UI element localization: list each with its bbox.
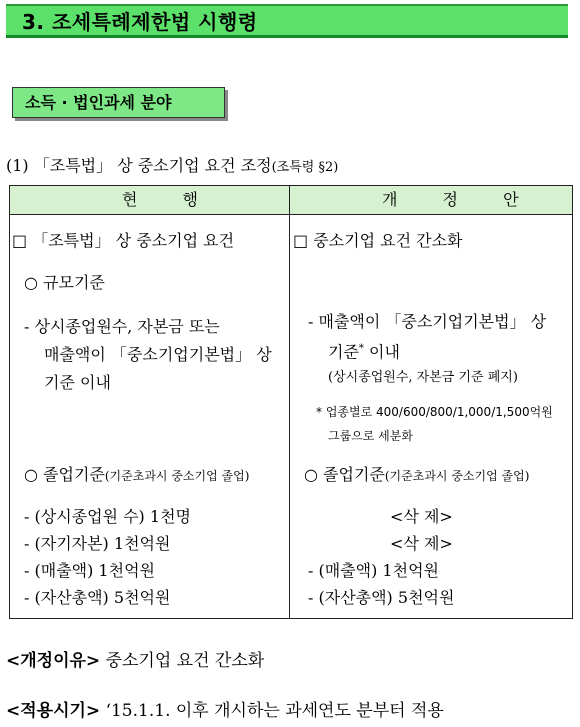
current-grad-item: - (매출액) 1천억원 bbox=[24, 561, 155, 580]
revised-sales-2-text: 기준 bbox=[328, 342, 359, 362]
revised-grad-note: (기준초과시 중소기업 졸업) bbox=[384, 469, 530, 483]
current-size-detail-2: 매출액이 「중소기업기본법」 상 bbox=[44, 345, 272, 364]
current-grad-note: (기준초과시 중소기업 졸업) bbox=[104, 469, 250, 483]
current-grad-item: - (자기자본) 1천억원 bbox=[24, 534, 171, 553]
current-grad-item: - (자산총액) 5천억원 bbox=[24, 588, 171, 607]
effective-date-label: <적용시기> bbox=[6, 701, 101, 721]
item-heading bbox=[6, 155, 338, 179]
comparison-table bbox=[9, 185, 573, 619]
revision-reason bbox=[6, 649, 264, 673]
column-divider bbox=[289, 186, 290, 618]
section-label-box bbox=[12, 87, 225, 118]
revised-grad-item: <삭 제> bbox=[390, 507, 453, 526]
current-grad-label: ○ 졸업기준 bbox=[24, 465, 105, 484]
revised-sales-1: - 매출액이 「중소기업기본법」 상 bbox=[308, 312, 547, 331]
revised-sales-footnote-mark: * bbox=[358, 343, 364, 354]
item-heading-main: (1) 「조특법」 상 중소기업 요건 조정 bbox=[6, 156, 272, 175]
current-size-detail-1: - 상시종업원수, 자본금 또는 bbox=[24, 317, 220, 336]
revised-grad-label: ○ 졸업기준 bbox=[304, 465, 385, 484]
current-size-criteria: ○ 규모기준 bbox=[24, 273, 105, 292]
revised-sales-2 bbox=[328, 337, 400, 364]
table-header-row bbox=[10, 186, 572, 215]
revised-abolish-note: (상시종업원수, 자본금 기준 폐지) bbox=[328, 370, 518, 385]
revised-grad-item: <삭 제> bbox=[390, 534, 453, 553]
revised-footnote-2: 그룹으로 세분화 bbox=[328, 429, 413, 443]
header-current: 현 행 bbox=[122, 190, 218, 209]
section-label: 소득 · 법인과세 분야 bbox=[25, 93, 172, 112]
revised-footnote-1: * 업종별로 400/600/800/1,000/1,500억원 bbox=[316, 405, 553, 419]
revision-reason-text: 중소기업 요건 간소화 bbox=[100, 651, 265, 671]
revised-grad-item: - (매출액) 1천억원 bbox=[308, 561, 439, 580]
header-revised: 개 정 안 bbox=[382, 190, 539, 209]
revised-box-item: □ 중소기업 요건 간소화 bbox=[293, 231, 463, 250]
title-bar bbox=[6, 4, 568, 38]
revision-reason-label: <개정이유> bbox=[6, 651, 101, 671]
current-size-detail-3: 기준 이내 bbox=[44, 373, 111, 392]
revised-grad-item: - (자산총액) 5천억원 bbox=[308, 588, 455, 607]
page-title: 3. 조세특례제한법 시행령 bbox=[22, 10, 258, 34]
current-grad-criteria bbox=[24, 463, 249, 488]
revised-grad-criteria bbox=[304, 463, 529, 488]
revised-sales-2-tail: 이내 bbox=[363, 342, 400, 362]
current-grad-item: - (상시종업원 수) 1천명 bbox=[24, 507, 191, 526]
current-box-item: □ 「조특법」 상 중소기업 요건 bbox=[12, 231, 235, 250]
effective-date-text: ‘15.1.1. 이후 개시하는 과세연도 분부터 적용 bbox=[100, 701, 444, 721]
item-heading-ref: (조특령 §2) bbox=[271, 160, 339, 175]
effective-date bbox=[6, 699, 444, 723]
